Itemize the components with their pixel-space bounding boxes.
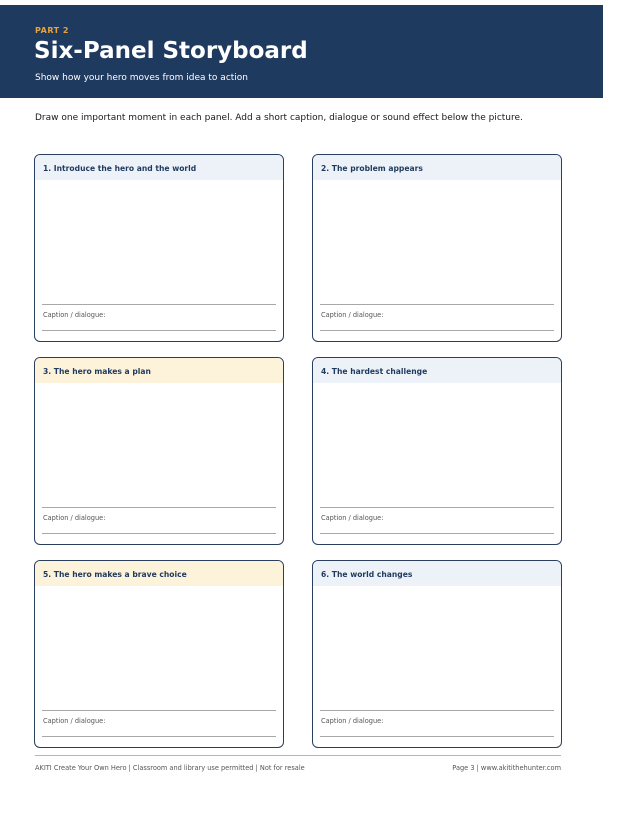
panel-title: 4. The hardest challenge [321, 367, 428, 376]
panel-header [313, 358, 561, 383]
caption-label: Caption / dialogue: [43, 717, 106, 725]
caption-write-line[interactable] [320, 330, 554, 331]
instructions-text: Draw one important moment in each panel. Add a short caption, dialogue or sound effect below the picture. [35, 113, 523, 123]
caption-label: Caption / dialogue: [321, 514, 384, 522]
drawing-area[interactable] [43, 181, 276, 302]
footer-divider [35, 755, 561, 756]
caption-write-line[interactable] [320, 736, 554, 737]
drawing-baseline [42, 710, 276, 711]
storyboard-panel-6 [312, 560, 562, 748]
caption-label: Caption / dialogue: [321, 311, 384, 319]
drawing-baseline [42, 304, 276, 305]
panel-header [35, 155, 283, 180]
page-header [0, 5, 603, 98]
caption-write-line[interactable] [320, 533, 554, 534]
caption-label: Caption / dialogue: [43, 311, 106, 319]
drawing-area[interactable] [321, 181, 554, 302]
panel-title: 3. The hero makes a plan [43, 367, 151, 376]
storyboard-panel-5 [34, 560, 284, 748]
caption-write-line[interactable] [42, 533, 276, 534]
panel-title: 2. The problem appears [321, 164, 423, 173]
footer-copyright: AKITI Create Your Own Hero | Classroom and library use permitted | Not for resale [35, 764, 305, 772]
panel-title: 5. The hero makes a brave choice [43, 570, 187, 579]
drawing-baseline [320, 507, 554, 508]
caption-write-line[interactable] [42, 330, 276, 331]
storyboard-panel-3 [34, 357, 284, 545]
part-label: PART 2 [35, 26, 69, 35]
drawing-area[interactable] [321, 384, 554, 505]
footer-page-info: Page 3 | www.akitithehunter.com [452, 764, 561, 772]
storyboard-panel-2 [312, 154, 562, 342]
page-title: Six-Panel Storyboard [34, 38, 308, 64]
drawing-baseline [320, 304, 554, 305]
panel-header [35, 358, 283, 383]
caption-label: Caption / dialogue: [321, 717, 384, 725]
panel-header [313, 155, 561, 180]
page-subtitle: Show how your hero moves from idea to action [35, 73, 249, 83]
drawing-baseline [320, 710, 554, 711]
storyboard-panel-4 [312, 357, 562, 545]
drawing-area[interactable] [43, 384, 276, 505]
drawing-baseline [42, 507, 276, 508]
panel-header [35, 561, 283, 586]
panel-header [313, 561, 561, 586]
panel-title: 1. Introduce the hero and the world [43, 164, 197, 173]
drawing-area[interactable] [321, 587, 554, 708]
panel-title: 6. The world changes [321, 570, 413, 579]
caption-label: Caption / dialogue: [43, 514, 106, 522]
storyboard-panel-1 [34, 154, 284, 342]
drawing-area[interactable] [43, 587, 276, 708]
caption-write-line[interactable] [42, 736, 276, 737]
